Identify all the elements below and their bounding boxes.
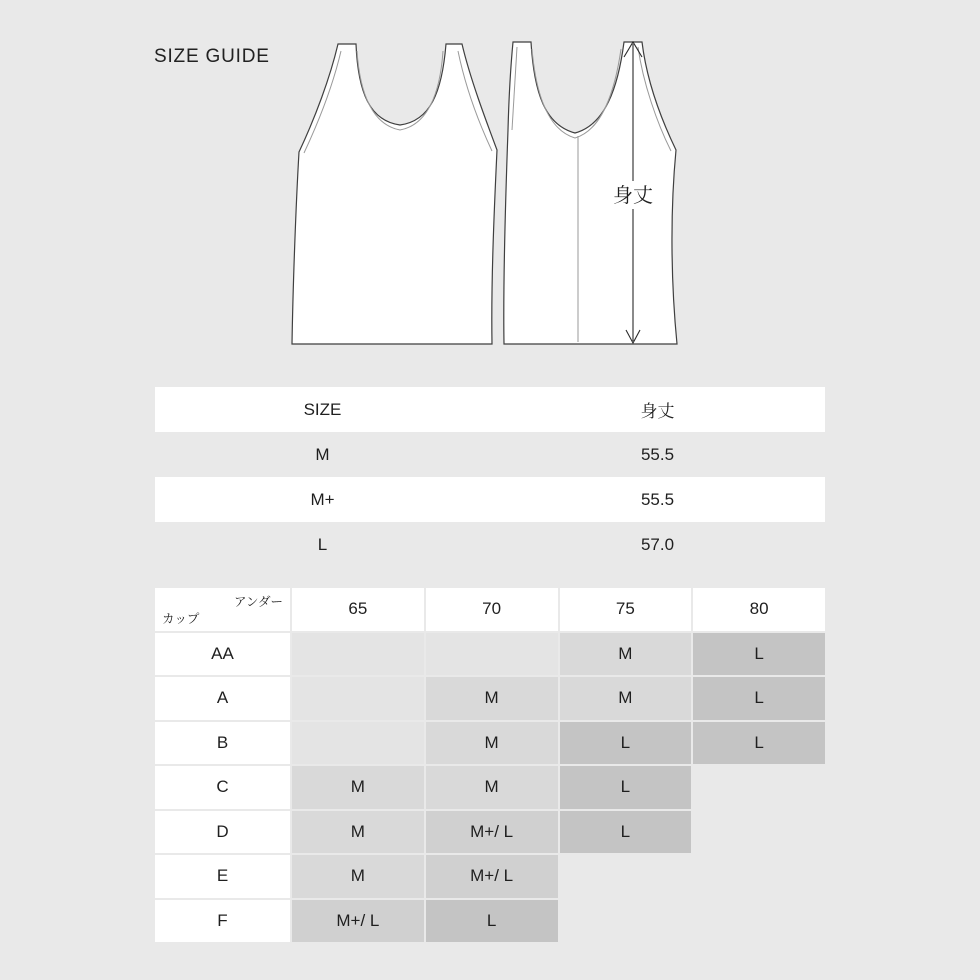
matrix-cell: L xyxy=(693,722,825,765)
cup-row-label-d: D xyxy=(155,811,290,854)
cup-row-label-e: E xyxy=(155,855,290,898)
matrix-cell xyxy=(426,633,558,676)
length-column-header: 身丈 xyxy=(640,402,675,421)
matrix-cell: M xyxy=(426,722,558,765)
matrix-cell xyxy=(292,677,424,720)
matrix-cell: M xyxy=(292,811,424,854)
cup-row-label-f: F xyxy=(155,900,290,943)
matrix-cell: M xyxy=(560,677,692,720)
matrix-cell: M+/ L xyxy=(426,855,558,898)
page-title: SIZE GUIDE xyxy=(154,46,270,67)
matrix-cell: L xyxy=(560,766,692,809)
table-row xyxy=(155,522,825,567)
cup-axis-label: カップ xyxy=(162,611,200,626)
size-value: M+ xyxy=(310,489,335,509)
matrix-cell xyxy=(560,855,692,898)
cup-row-label-a: A xyxy=(155,677,290,720)
size-table-header-row xyxy=(155,387,825,432)
matrix-cell: L xyxy=(560,811,692,854)
matrix-cell xyxy=(292,722,424,765)
length-value: 55.5 xyxy=(640,489,675,509)
matrix-cell: L xyxy=(560,722,692,765)
matrix-cell xyxy=(560,900,692,943)
matrix-cell: M xyxy=(292,766,424,809)
matrix-cell: L xyxy=(693,633,825,676)
matrix-cell: L xyxy=(693,677,825,720)
size-column-header: SIZE xyxy=(303,399,342,419)
underbust-axis-label: アンダー xyxy=(233,595,283,609)
length-value: 55.5 xyxy=(640,444,675,464)
size-value: L xyxy=(317,534,328,554)
matrix-corner-cell xyxy=(155,588,290,631)
matrix-cell xyxy=(693,900,825,943)
tank-top-front-left xyxy=(292,44,497,344)
matrix-cell: M xyxy=(560,633,692,676)
table-row xyxy=(155,432,825,477)
underbust-header-65: 65 xyxy=(292,588,424,631)
cup-underbust-matrix xyxy=(155,588,825,942)
matrix-cell xyxy=(693,811,825,854)
length-value: 57.0 xyxy=(640,534,675,554)
matrix-cell: M xyxy=(292,855,424,898)
underbust-header-70: 70 xyxy=(426,588,558,631)
matrix-cell: M xyxy=(426,766,558,809)
matrix-cell: L xyxy=(426,900,558,943)
size-length-table xyxy=(155,387,825,567)
matrix-cell xyxy=(693,855,825,898)
matrix-cell: M+/ L xyxy=(426,811,558,854)
cup-row-label-b: B xyxy=(155,722,290,765)
tank-top-illustration xyxy=(285,33,685,348)
cup-row-label-aa: AA xyxy=(155,633,290,676)
cup-row-label-c: C xyxy=(155,766,290,809)
table-row xyxy=(155,477,825,522)
underbust-header-80: 80 xyxy=(693,588,825,631)
matrix-cell xyxy=(693,766,825,809)
matrix-cell: M xyxy=(426,677,558,720)
matrix-cell: M+/ L xyxy=(292,900,424,943)
size-value: M xyxy=(315,444,330,464)
body-length-label: 身丈 xyxy=(613,185,653,207)
underbust-header-75: 75 xyxy=(560,588,692,631)
matrix-cell xyxy=(292,633,424,676)
